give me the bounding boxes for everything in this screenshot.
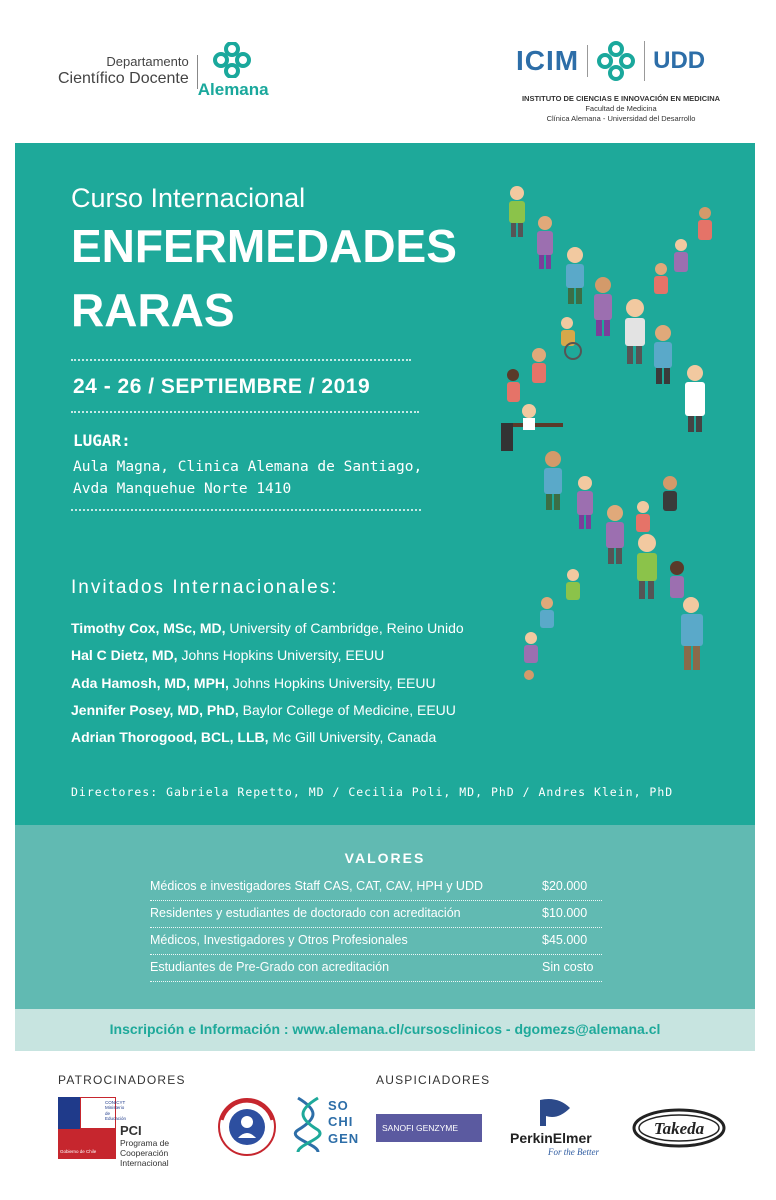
dept-text [58, 55, 198, 88]
sochigen-line: CHI [328, 1114, 354, 1130]
alemana-cross-icon [212, 42, 252, 78]
sochigen-logo [292, 1094, 362, 1154]
alemana-logo [198, 42, 298, 102]
divider [71, 359, 411, 361]
sochiped-logo [214, 1094, 280, 1160]
inscripcion-link[interactable]: Inscripción e Información : www.alemana.cl/cursosclinicos - dgomezs@alemana.cl [109, 1021, 661, 1037]
perkin-name: PerkinElmer [510, 1130, 592, 1146]
people-dna-illustration [495, 183, 725, 683]
icim-sub-line3: Clínica Alemana - Universidad del Desarrollo [546, 113, 696, 123]
chile-flag-icon [58, 1097, 127, 1159]
guest-item [71, 620, 464, 636]
price-value: $10.000 [542, 906, 588, 920]
perkin-tagline: For the Better [548, 1147, 599, 1157]
price-row [150, 901, 602, 928]
sanofi-logo: SANOFI GENZYME [376, 1114, 482, 1142]
guest-affiliation: Mc Gill University, Canada [268, 729, 437, 745]
guest-name: Adrian Thorogood, BCL, LLB, [71, 729, 269, 745]
guest-affiliation: Baylor College of Medicine, EEUU [238, 702, 456, 718]
guest-name: Hal C Dietz, MD, [71, 647, 178, 663]
guest-name: Timothy Cox, MSc, MD, [71, 620, 226, 636]
icim-sub-line2: Facultad de Medicina [585, 103, 657, 113]
pci-name: PCI [120, 1123, 142, 1138]
price-category: Médicos e investigadores Staff CAS, CAT, CAV, HPH y UDD [150, 879, 483, 893]
takeda-name: Takeda [653, 1119, 705, 1138]
guest-name: Jennifer Posey, MD, PhD, [71, 702, 239, 718]
price-row [150, 928, 602, 955]
valores-section [15, 825, 755, 1009]
dept-logo [58, 40, 298, 104]
gobierno-text: Gobierno de Chile [60, 1149, 97, 1154]
dept-line1: Departamento [106, 54, 189, 70]
takeda-oval-icon [632, 1107, 727, 1149]
price-value: Sin costo [542, 960, 594, 974]
course-label: Curso Internacional [71, 183, 306, 213]
divider [71, 509, 421, 511]
guest-affiliation: University of Cambridge, Reino Unido [225, 620, 464, 636]
guests-heading: Invitados Internacionales: [71, 577, 339, 598]
icim-cross-icon [588, 41, 645, 81]
divider [71, 411, 419, 413]
lugar-heading: LUGAR: [73, 431, 131, 450]
title-line1: ENFERMEDADES [71, 220, 457, 272]
perkin-logo [508, 1098, 623, 1158]
lugar-line1: Aula Magna, Clinica Alemana de Santiago, [73, 459, 423, 475]
icim-sub-line1: INSTITUTO DE CIENCIAS E INNOVACIÓN EN MEDICINA [521, 94, 721, 103]
guest-affiliation: Johns Hopkins University, EEUU [177, 647, 385, 663]
price-category: Estudiantes de Pre-Grado con acreditación [150, 960, 390, 974]
pci-logo [58, 1097, 198, 1169]
inscripcion-bar [15, 1009, 755, 1051]
pci-desc: Programa de Cooperación Internacional [120, 1138, 170, 1169]
icim-logo [516, 36, 736, 123]
title-line2: RARAS [71, 284, 235, 336]
guest-affiliation: Johns Hopkins University, EEUU [228, 675, 436, 691]
alemana-name: Alemana [197, 80, 269, 99]
perkin-flag-icon [536, 1098, 576, 1128]
udd-word: UDD [653, 47, 706, 74]
price-row [150, 955, 602, 982]
guest-item [71, 647, 384, 663]
patrocinadores-heading: PATROCINADORES [58, 1073, 186, 1087]
icim-word: ICIM [516, 45, 588, 77]
sochigen-dna-icon [292, 1094, 324, 1154]
event-dates: 24 - 26 / SEPTIEMBRE / 2019 [73, 375, 371, 398]
valores-heading: VALORES [344, 850, 426, 866]
guest-item [71, 729, 436, 745]
directors-line: Directores: Gabriela Repetto, MD / Cecilia Poli, MD, PhD / Andres Klein, PhD [71, 785, 674, 799]
sochigen-line: GEN [328, 1130, 360, 1146]
takeda-logo [632, 1107, 727, 1149]
guest-name: Ada Hamosh, MD, MPH, [71, 675, 229, 691]
price-value: $20.000 [542, 879, 588, 893]
guest-item [71, 675, 436, 691]
person-figure-group [501, 186, 712, 680]
dept-line2: Científico Docente [58, 70, 189, 88]
sochigen-line: SO [328, 1098, 349, 1113]
icim-subtitle [516, 94, 726, 123]
guest-item [71, 702, 456, 718]
header [0, 0, 776, 143]
conicyt-text: CONICYT Ministerio de Educación [105, 1100, 127, 1122]
lugar-line2: Avda Manquehue Norte 1410 [73, 481, 292, 497]
price-category: Médicos, Investigadores y Otros Profesionales [150, 933, 408, 947]
price-row [150, 874, 602, 901]
price-value: $45.000 [542, 933, 588, 947]
auspiciadores-heading: AUSPICIADORES [376, 1073, 491, 1087]
sochiped-seal-icon [214, 1094, 280, 1160]
hero-panel [15, 143, 755, 825]
price-category: Residentes y estudiantes de doctorado con acreditación [150, 906, 461, 920]
